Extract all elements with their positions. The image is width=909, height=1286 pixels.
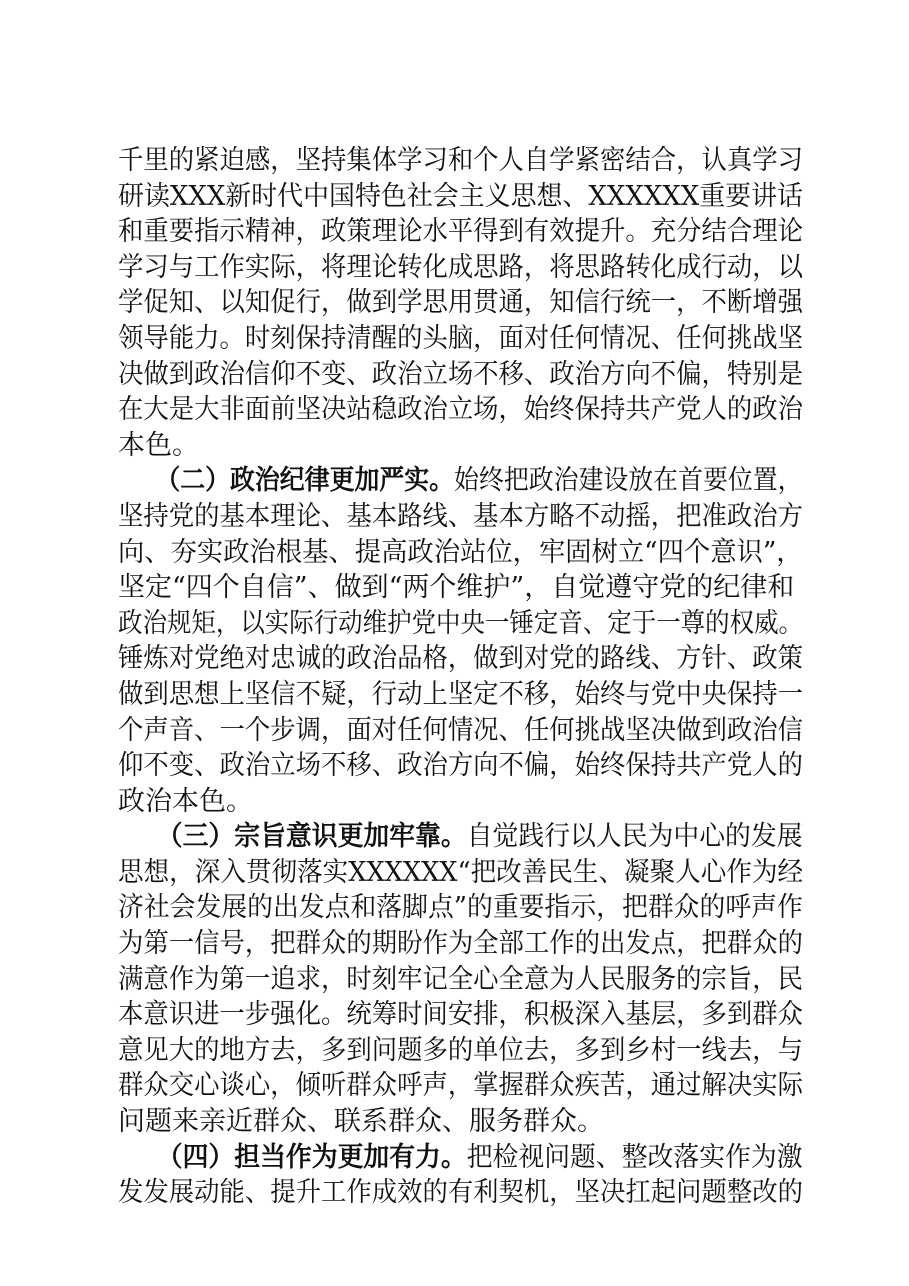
line-text: 在大是大非面前坚决站稳政治立场，始终保持共产党人的政治 [118, 394, 803, 426]
line-text: 意见大的地方去，多到问题多的单位去，多到乡村一线去，与 [118, 1034, 803, 1066]
line-text: 发发展动能、提升工作成效的有利契机，坚决扛起问题整改的 [118, 1177, 803, 1209]
text-line [118, 499, 803, 535]
text-line [118, 357, 803, 393]
line-text: 研读XXX新时代中国特色社会主义思想、XXXXXX重要讲话 [118, 180, 803, 212]
text-line [118, 570, 803, 606]
line-text: 把检视问题、整改落实作为激 [466, 1141, 803, 1173]
section-heading: （四）担当作为更加有力。 [118, 1141, 467, 1173]
line-text: 问题来亲近群众、联系群众、服务群众。 [118, 1106, 604, 1138]
line-text: 向、夯实政治根基、提高政治站位，牢固树立“四个意识”， [118, 536, 803, 568]
text-line [118, 1104, 803, 1140]
text-line [118, 890, 803, 926]
text-line [118, 214, 803, 250]
text-line [118, 926, 803, 962]
text-line [118, 1068, 803, 1104]
text-line [118, 428, 803, 464]
line-text: 决做到政治信仰不变、政治立场不移、政治方向不偏，特别是 [118, 358, 803, 390]
text-line [118, 535, 803, 571]
line-text: 自觉践行以人民为中心的发展 [466, 821, 803, 853]
line-text: 始终把政治建设放在首要位置， [454, 465, 803, 497]
line-text: 为第一信号，把群众的期盼作为全部工作的出发点，把群众的 [118, 928, 803, 960]
text-line [118, 1175, 803, 1211]
line-text: 做到思想上坚信不疑，行动上坚定不移，始终与党中央保持一 [118, 678, 803, 710]
line-text: 济社会发展的出发点和落脚点”的重要指示，把群众的呼声作 [118, 892, 803, 924]
line-text: 千里的紧迫感，坚持集体学习和个人自学紧密结合，认真学习 [118, 145, 803, 176]
text-line [118, 285, 803, 321]
line-text: 坚持党的基本理论、基本路线、基本方略不动摇，把准政治方 [118, 500, 803, 532]
document-body [118, 143, 803, 1211]
line-text: 本色。 [118, 429, 199, 461]
text-line [118, 713, 803, 749]
text-line [118, 784, 803, 820]
text-line [118, 819, 803, 855]
line-text: 坚定“四个自信”、做到“两个维护”，自觉遵守党的纪律和 [118, 572, 795, 604]
line-text: 满意作为第一追求，时刻牢记全心全意为人民服务的宗旨，民 [118, 963, 803, 995]
text-line [118, 1033, 803, 1069]
line-text: 和重要指示精神，政策理论水平得到有效提升。充分结合理论 [118, 216, 803, 248]
line-text: 个声音、一个步调，面对任何情况、任何挑战坚决做到政治信 [118, 714, 803, 746]
text-line [118, 463, 803, 499]
line-text: 政治本色。 [118, 785, 253, 817]
text-line [118, 143, 803, 179]
text-line [118, 179, 803, 215]
line-text: 学习与工作实际，将理论转化成思路，将思路转化成行动，以 [118, 251, 803, 283]
text-line [118, 855, 804, 891]
line-text: 锤炼对党绝对忠诚的政治品格，做到对党的路线、方针、政策 [118, 643, 803, 675]
text-line [118, 641, 803, 677]
text-line [118, 321, 803, 357]
text-line [118, 748, 803, 784]
line-text: 本意识进一步强化。统筹时间安排，积极深入基层，多到群众 [118, 999, 803, 1031]
line-text: 仰不变、政治立场不移、政治方向不偏，始终保持共产党人的 [118, 750, 803, 782]
line-text: 群众交心谈心，倾听群众呼声，掌握群众疾苦，通过解决实际 [118, 1070, 803, 1102]
text-line [118, 392, 803, 428]
section-heading: （三）宗旨意识更加牢靠。 [118, 821, 467, 853]
text-line [118, 606, 803, 642]
line-text: 学促知、以知促行，做到学思用贯通，知信行统一，不断增强 [118, 287, 803, 319]
text-line [118, 997, 803, 1033]
line-text: 思想，深入贯彻落实XXXXXX“把改善民生、凝聚人心作为经 [118, 856, 804, 888]
line-text: 领导能力。时刻保持清醒的头脑，面对任何情况、任何挑战坚 [118, 322, 803, 354]
text-line [118, 250, 803, 286]
text-line [118, 1140, 803, 1176]
text-line [118, 962, 803, 998]
line-text: 政治规矩，以实际行动维护党中央一锤定音、定于一尊的权威。 [118, 607, 803, 639]
text-line [118, 677, 803, 713]
section-heading: （二）政治纪律更加严实。 [118, 465, 455, 497]
